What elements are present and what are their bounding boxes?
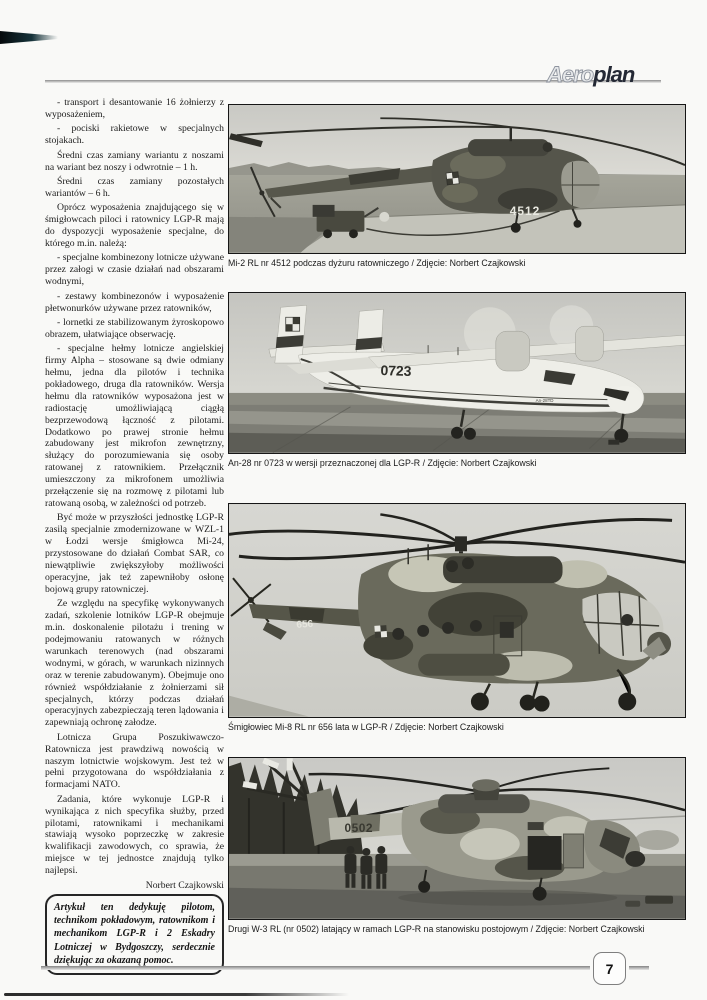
camo-light: [460, 828, 520, 860]
paragraph: - specjalne kombinezony lotnicze używane przez załogi w czasie działań nad obszarami wodnymi,: [45, 252, 224, 288]
engine-nacelle-right: [575, 326, 603, 361]
page-number-badge: [593, 952, 626, 985]
dedication-box: Artykuł ten dedykuję pilotom, technikom pokładowym, ratownikom i mechanikom LGP-R i 2 Eskadry Lotniczej w Bydgoszczy, serdecznie dziękując za okazaną pomoc.: [45, 894, 224, 975]
engine-cowling: [443, 556, 562, 583]
polish-checkerboard-insignia: [374, 625, 387, 638]
porthole: [417, 625, 429, 637]
helicopter-shadow: [398, 890, 617, 906]
author-signature: Norbert Czajkowski: [145, 879, 224, 891]
page-number: 7: [605, 960, 614, 977]
paragraph: - zestawy kombinezonów i wyposażenie płetwonurków używane przez ratowników,: [45, 290, 224, 314]
engine-nacelle-left: [496, 331, 530, 371]
polish-checkerboard-insignia: [446, 172, 459, 185]
caption-w3: Drugi W-3 RL (nr 0502) latający w ramach LGP-R na stanowisku postojowym / Zdjęcie: Norbert Czajkowski: [228, 924, 645, 934]
paragraph: Ze względu na specyfikę wykonywanych zadań, szkolenie lotników LGP-R obejmuje m.in. doskonalenie pilotażu i trening w podejmowaniu ratowanych w różnych warunkach terenowych (nad obszarami wodnymi, w górach, w warunkach nizinnych oraz w terenie zabudowanym). Obejmuje ono również współdziałanie z żołnierzami sił specjalnych, którzy podczas działań operacyjnych zabezpieczają teren lądowania i zapewniają ochronę załodze.: [45, 598, 224, 729]
paragraph: Średni czas zamiany pozostałych wariantów – 6 h.: [45, 175, 224, 199]
tail-number-mi8: 656: [296, 618, 314, 631]
mi2-helicopter-photo-illustration: [229, 105, 685, 253]
photo-an28: [228, 292, 686, 454]
rescue-winch: [528, 822, 544, 830]
equipment-on-ground: [645, 896, 673, 904]
rotor-hub: [455, 536, 467, 551]
open-side-door: [528, 836, 562, 870]
logo-plan-text: plan: [593, 62, 635, 87]
paragraph: Średni czas zamiany wariantu z noszami na wariant bez noszy i odwrotnie – 1 h.: [45, 149, 224, 173]
type-marking-an28: An-28TD: [535, 397, 554, 403]
wheel-chock: [608, 440, 619, 445]
photo-block-mi8: [228, 503, 686, 732]
fuselage-number-an28: 0723: [380, 361, 412, 380]
photo-mi8: [228, 503, 686, 718]
paragraph: Być może w przyszłości jednostkę LGP-R zasilą specjalnie zmodernizowane w WZL-1 w Łodzi wersje śmigłowca Mi-24, przystosowane do działań Combat SAR, co niewątpliwie zwiększyłoby możliwości operacyjne, jak też zapewniłoby osłonę bojową grupy ratowniczej.: [45, 512, 224, 595]
w3-helicopter-photo-illustration: [229, 758, 685, 919]
external-fuel-tank: [418, 654, 510, 676]
scan-edge-artifact: [0, 31, 58, 44]
paragraph: Zadania, które wykonuje LGP-R i wynikająca z nich specyfika służby, przed pilotami, ratownikami i mechanikami stawiają wysoko poprzeczkę w zakresie kwalifikacji zawodowych, co sprawia, że miejsce w tej jednostce znajdują tylko najlepsi.: [45, 793, 224, 877]
paragraph: - transport i desantowanie 16 żołnierzy z wyposażeniem,: [45, 97, 224, 120]
caption-mi2: Mi-2 RL nr 4512 podczas dyżuru ratowniczego / Zdjęcie: Norbert Czajkowski: [228, 258, 526, 268]
pilot-silhouette: [621, 614, 633, 626]
scan-bottom-edge-artifact: [4, 993, 349, 996]
rotor-head-fairing: [472, 779, 500, 791]
logo-aero-text: Aero: [547, 62, 594, 87]
photo-block-an28: [228, 292, 686, 468]
article-text-column: [45, 97, 224, 975]
porthole: [470, 620, 482, 632]
photo-block-w3: [228, 757, 686, 934]
footer-rule: [41, 966, 649, 970]
magazine-logo: [547, 62, 634, 88]
paragraph: - pociski rakietowe w specjalnych stojakach.: [45, 123, 224, 147]
paragraph: Lotnicza Grupa Poszukiwawczo-Ratownicza jest prawdziwą nowością w naszym lotnictwie wojskowym. Jest też w pełni przygotowana do współdziałania z formacjami NATO.: [45, 731, 224, 791]
porthole: [442, 622, 454, 634]
tail-number-w3: 0502: [344, 821, 374, 836]
photo-block-mi2: [228, 104, 686, 268]
engine-cowling: [468, 139, 550, 156]
polish-checkerboard-insignia: [286, 317, 300, 331]
blade-tip-stripe: [287, 758, 293, 770]
caption-an28: An-28 nr 0723 w wersji przeznaczonej dla LGP-R / Zdjęcie: Norbert Czajkowski: [228, 458, 537, 468]
equipment-on-ground: [625, 901, 640, 907]
nose: [625, 851, 645, 867]
paragraph: - lornetki ze stabilizowanym żyroskopowo obrazem, ułatwiające obserwację.: [45, 316, 224, 340]
porthole: [392, 628, 404, 640]
photo-w3: [228, 757, 686, 920]
paragraph: Oprócz wyposażenia znajdującego się w śmigłowcach piloci i ratownicy LGP-R mają do dyspozycji wyposażenie specjalne, do którego m.in. należą:: [45, 202, 224, 249]
paragraph: - specjalne hełmy lotnicze angielskiej firmy Alpha – stosowane są dwie odmiany hełmu, jedna dla pilotów i technika pokładowego, druga dla ratowników. Wersja hełmu dla ratowników wyposażona jest w radiostację umożliwiającą ciągłą bezprzewodową łączność z pilotami. Dodatkowo po prawej stronie hełmu zabudowany jest mikrofon zewnętrzny, służący do porozumiewania się osoby ratowanej z ratownikiem. Przełącznik umieszczony za mikrofonem umożliwia przełączenie się na rozmowę z pilotami lub ratowaną osobą, w zależności od potrzeb.: [45, 343, 224, 509]
tail-number-mi2: 4512: [509, 203, 541, 218]
caption-mi8: Śmigłowiec Mi-8 RL nr 656 lata w LGP-R / Zdjęcie: Norbert Czajkowski: [228, 722, 504, 732]
mi8-helicopter-photo-illustration: [229, 504, 685, 717]
an28-aircraft-photo-illustration: [229, 293, 685, 453]
photo-mi2: [228, 104, 686, 254]
